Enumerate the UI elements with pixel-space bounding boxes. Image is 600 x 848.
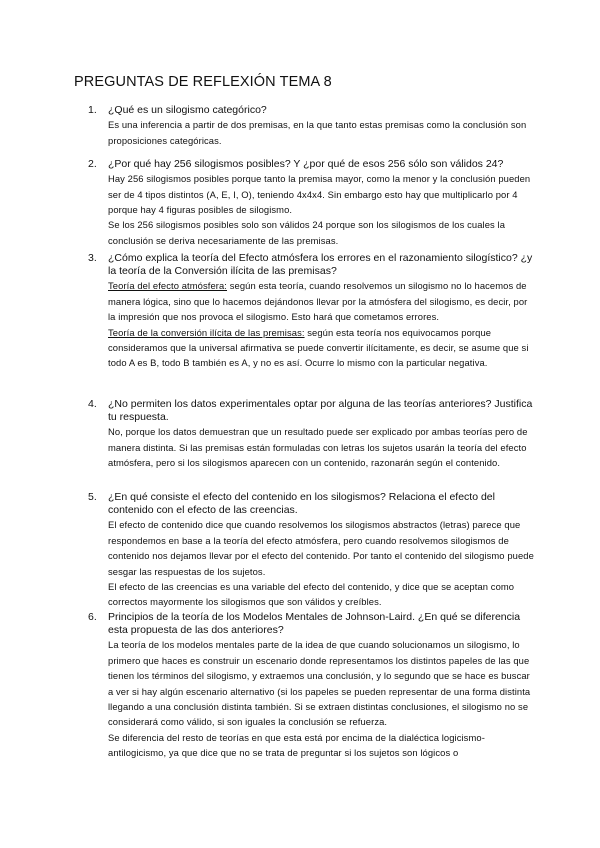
question-text: ¿Cómo explica la teoría del Efecto atmósfera los errores en el razonamiento silogístico? ¿y la teoría de la Conversión ilícita de las premisas? [108, 252, 533, 278]
answer-paragraph: Es una inferencia a partir de dos premisas, en la que tanto estas premisas como la conclusión son proposiciones categóricas. [108, 119, 527, 146]
question-text: ¿Por qué hay 256 silogismos posibles? Y ¿por qué de esos 256 sólo son válidos 24? [108, 158, 504, 170]
answer-paragraph [108, 325, 536, 371]
answer-paragraph: Hay 256 silogismos posibles porque tanto la premisa mayor, como la menor y la conclusión pueden ser de 4 tipos distintos (A, E, I, O), teniendo 4x4x4. Sin embargo esto hay que multiplicarlo por 4 porque hay 4 figuras posibles de silogismo. [108, 173, 531, 216]
question-number: 5. [88, 491, 97, 503]
answer-paragraph [108, 278, 536, 324]
question-number: 3. [88, 252, 97, 264]
answer-block [108, 117, 536, 148]
answer-block [108, 424, 536, 470]
question-number: 2. [88, 158, 97, 170]
answer-block [108, 171, 536, 248]
question-text: ¿Qué es un silogismo categórico? [108, 104, 267, 116]
answer-paragraph: No, porque los datos demuestran que un resultado puede ser explicado por ambas teorías pero de manera distinta. Si las premisas están formuladas con letras los sujetos usarán la teoría del efecto atmósfera, pero si los silogismos aparecen con un contenido, razonarán según el contenido. [108, 426, 528, 469]
question-number: 1. [88, 104, 97, 116]
question-item [88, 252, 536, 371]
answer-paragraph: Se los 256 silogismos posibles solo son válidos 24 porque son los silogismos de los cuales la conclusión se deriva necesariamente de las premisas. [108, 219, 506, 246]
question-item [88, 611, 536, 761]
question-text: ¿No permiten los datos experimentales optar por alguna de las teorías anteriores? Justifica tu respuesta. [108, 398, 533, 424]
answer-block [108, 517, 536, 609]
theory-label: Teoría de la conversión ilícita de las premisas: [108, 326, 305, 338]
question-number: 4. [88, 398, 97, 410]
question-text: Principios de la teoría de los Modelos Mentales de Johnson-Laird. ¿En qué se diferencia esta propuesta de las dos anteriores? [108, 611, 521, 637]
answer-paragraph: Se diferencia del resto de teorías en que esta está por encima de la dialéctica logicismo-antilogicismo, ya que dice que no se trata de preguntar si los sujetos son lógicos o [108, 731, 485, 759]
document-title: PREGUNTAS DE REFLEXIÓN TEMA 8 [74, 74, 332, 90]
question-item [88, 158, 536, 248]
theory-text: según esta teoría nos equivocamos porque consideramos que la universal afirmativa se puede convertir ilícitamente, es decir, se asume que si todo A es B, todo B también es A, y no es así. Ocurre lo mismo con la particular negativa. [108, 326, 529, 369]
answer-paragraph: El efecto de contenido dice que cuando resolvemos los silogismos abstractos (letras) parece que respondemos en base a la teoría del efecto atmósfera, pero cuando resolvemos silogismos de contenido nos dejamos llevar por el efecto del contenido. Por tanto el contenido del silogismo puede sesgar las respuestas de los sujetos. [108, 519, 534, 577]
answer-block [108, 278, 536, 370]
question-text: ¿En qué consiste el efecto del contenido en los silogismos? Relaciona el efecto del contenido con el efecto de las creencias. [108, 491, 495, 517]
answer-block [108, 637, 536, 760]
answer-paragraph: El efecto de las creencias es una variable del efecto del contenido, y dice que se aceptan como correctos mayormente los silogismos que son válidos y creíbles. [108, 581, 515, 608]
answer-paragraph: La teoría de los modelos mentales parte de la idea de que cuando solucionamos un silogismo, lo primero que haces es construir un escenario donde representamos los distintos papeles de las que tienen los términos del silogismo, y extraemos una conclusión, y lo segundo que se hace es buscar a ver si hay algún escenario alternativo (si los papeles se pueden representar de una forma distinta llegando a una conclusión distinta también. Si se extraen distintas conclusiones, el silogismo no se considerará como válido, si son iguales la conclusión se refuerza. [108, 639, 531, 728]
theory-text: según esta teoría, cuando resolvemos un silogismo no lo hacemos de manera lógica, sino que lo hacemos dejándonos llevar por la atmósfera del silogismo, es decir, por la impresión que nos provoca el silogismo. Esto hará que cometamos errores. [108, 280, 528, 323]
theory-label: Teoría del efecto atmósfera: [108, 280, 228, 292]
question-item [88, 104, 536, 148]
question-item [88, 491, 536, 610]
question-item [88, 398, 536, 471]
question-number: 6. [88, 611, 97, 623]
